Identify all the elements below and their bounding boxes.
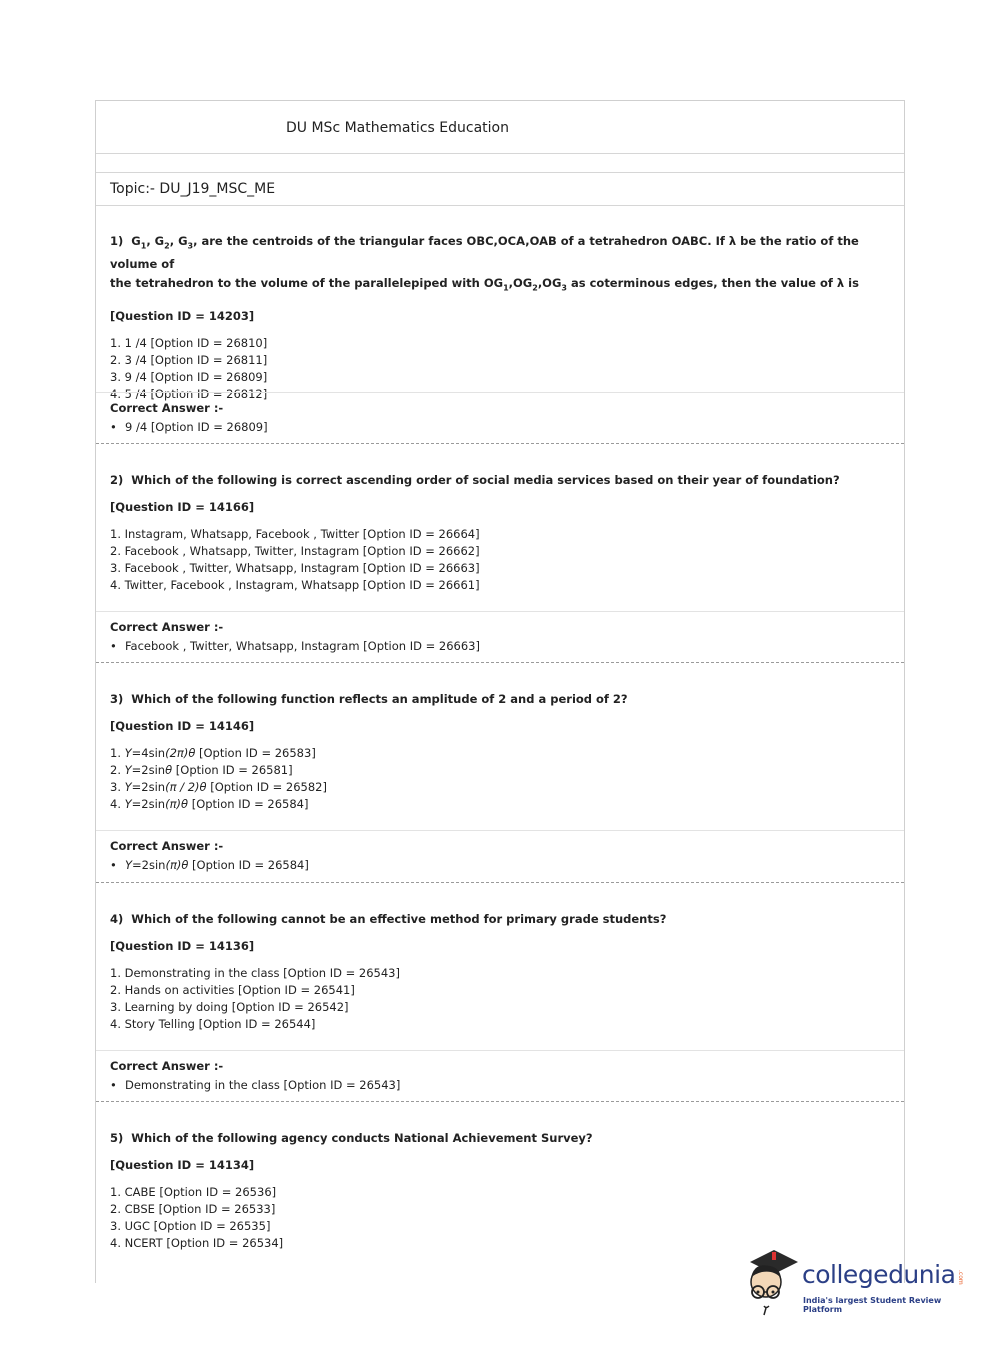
answer-block [96,830,904,872]
question-3 [96,663,904,883]
question-text: 5) Which of the following agency conducts National Achievement Survey? [110,1131,593,1145]
option-1: 1. Y=4sin(2π)θ [Option ID = 26583] [110,746,316,760]
option-2: 2. Hands on activities [Option ID = 26541] [110,983,355,997]
option-4: 4. Twitter, Facebook , Instagram, Whatsapp [Option ID = 26661] [110,578,480,592]
answer-title: Correct Answer :- [110,839,224,853]
logo-brand: collegedunia [802,1260,956,1289]
logo-suffix: .com [957,1270,964,1285]
question-2 [96,444,904,663]
question-text: 4) Which of the following cannot be an effective method for primary grade students? [110,912,667,926]
title-row [96,101,904,154]
answer-block [96,392,904,434]
mascot-icon [740,1248,802,1318]
option-3: 3. Y=2sin(π / 2)θ [Option ID = 26582] [110,780,327,794]
answer-title: Correct Answer :- [110,401,224,415]
options-list [110,745,890,813]
question-paper [95,100,905,1283]
option-2: 2. CBSE [Option ID = 26533] [110,1202,276,1216]
correct-answer: • Facebook , Twitter, Whatsapp, Instagram [Option ID = 26663] [110,639,890,653]
topic-label: Topic:- DU_J19_MSC_ME [110,181,276,197]
answer-title: Correct Answer :- [110,620,224,634]
question-1 [96,206,904,444]
option-2: 2. Y=2sinθ [Option ID = 26581] [110,763,293,777]
option-3: 3. Facebook , Twitter, Whatsapp, Instagram [Option ID = 26663] [110,561,480,575]
question-id: [Question ID = 14203] [110,308,255,323]
collegedunia-logo [740,1248,970,1318]
question-id: [Question ID = 14166] [110,500,255,514]
option-4: 4. Story Telling [Option ID = 26544] [110,1017,316,1031]
question-text: 1) $G_1$, $G_2$, $G_3$, are the centroids of the triangular faces OBC,OCA,OAB of a tetrahedron OABC. If λ be the ratio of the volume of the tetrahedron to the volume of the parallelepiped with $OG_1,OG_2,OG_3$ as coterminous edges, then the value of λ is [110,234,859,293]
answer-block [96,611,904,653]
option-4: 4. NCERT [Option ID = 26534] [110,1236,284,1250]
correct-answer: • Demonstrating in the class [Option ID = 26543] [110,1078,890,1092]
option-1: 1. Instagram, Whatsapp, Facebook , Twitter [Option ID = 26664] [110,527,480,541]
option-4: 4. Y=2sin(π)θ [Option ID = 26584] [110,797,309,811]
correct-answer: • 9 /4 [Option ID = 26809] [110,420,890,434]
topic-row [96,173,904,206]
question-id: [Question ID = 14136] [110,939,255,953]
options-list [110,965,890,1033]
question-id: [Question ID = 14146] [110,719,255,733]
option-1: 1. CABE [Option ID = 26536] [110,1185,277,1199]
option-3: 3. UGC [Option ID = 26535] [110,1219,271,1233]
options-list [110,526,890,594]
option-1: 1. Demonstrating in the class [Option ID = 26543] [110,966,400,980]
option-2: 2. Facebook , Whatsapp, Twitter, Instagram [Option ID = 26662] [110,544,480,558]
options-list [110,1184,890,1252]
document-title: DU MSc Mathematics Education [286,120,509,136]
answer-title: Correct Answer :- [110,1059,224,1073]
option-3: 3. 9 /4 [Option ID = 26809] [110,369,268,384]
logo-tagline: India's largest Student Review Platform [803,1296,942,1314]
spacer-row [96,154,904,173]
correct-answer: • Y=2sin(π)θ [Option ID = 26584] [110,858,890,872]
option-2: 2. 3 /4 [Option ID = 26811] [110,352,268,367]
question-text: 3) Which of the following function reflects an amplitude of 2 and a period of 2? [110,692,628,706]
question-4 [96,883,904,1102]
option-4: 4. 5 /4 [Option ID = 26812] [110,386,268,401]
option-1: 1. 1 /4 [Option ID = 26810] [110,335,268,350]
question-id: [Question ID = 14134] [110,1158,255,1172]
question-text: 2) Which of the following is correct ascending order of social media services based on their year of foundation? [110,473,840,487]
option-3: 3. Learning by doing [Option ID = 26542] [110,1000,349,1014]
answer-block [96,1050,904,1092]
